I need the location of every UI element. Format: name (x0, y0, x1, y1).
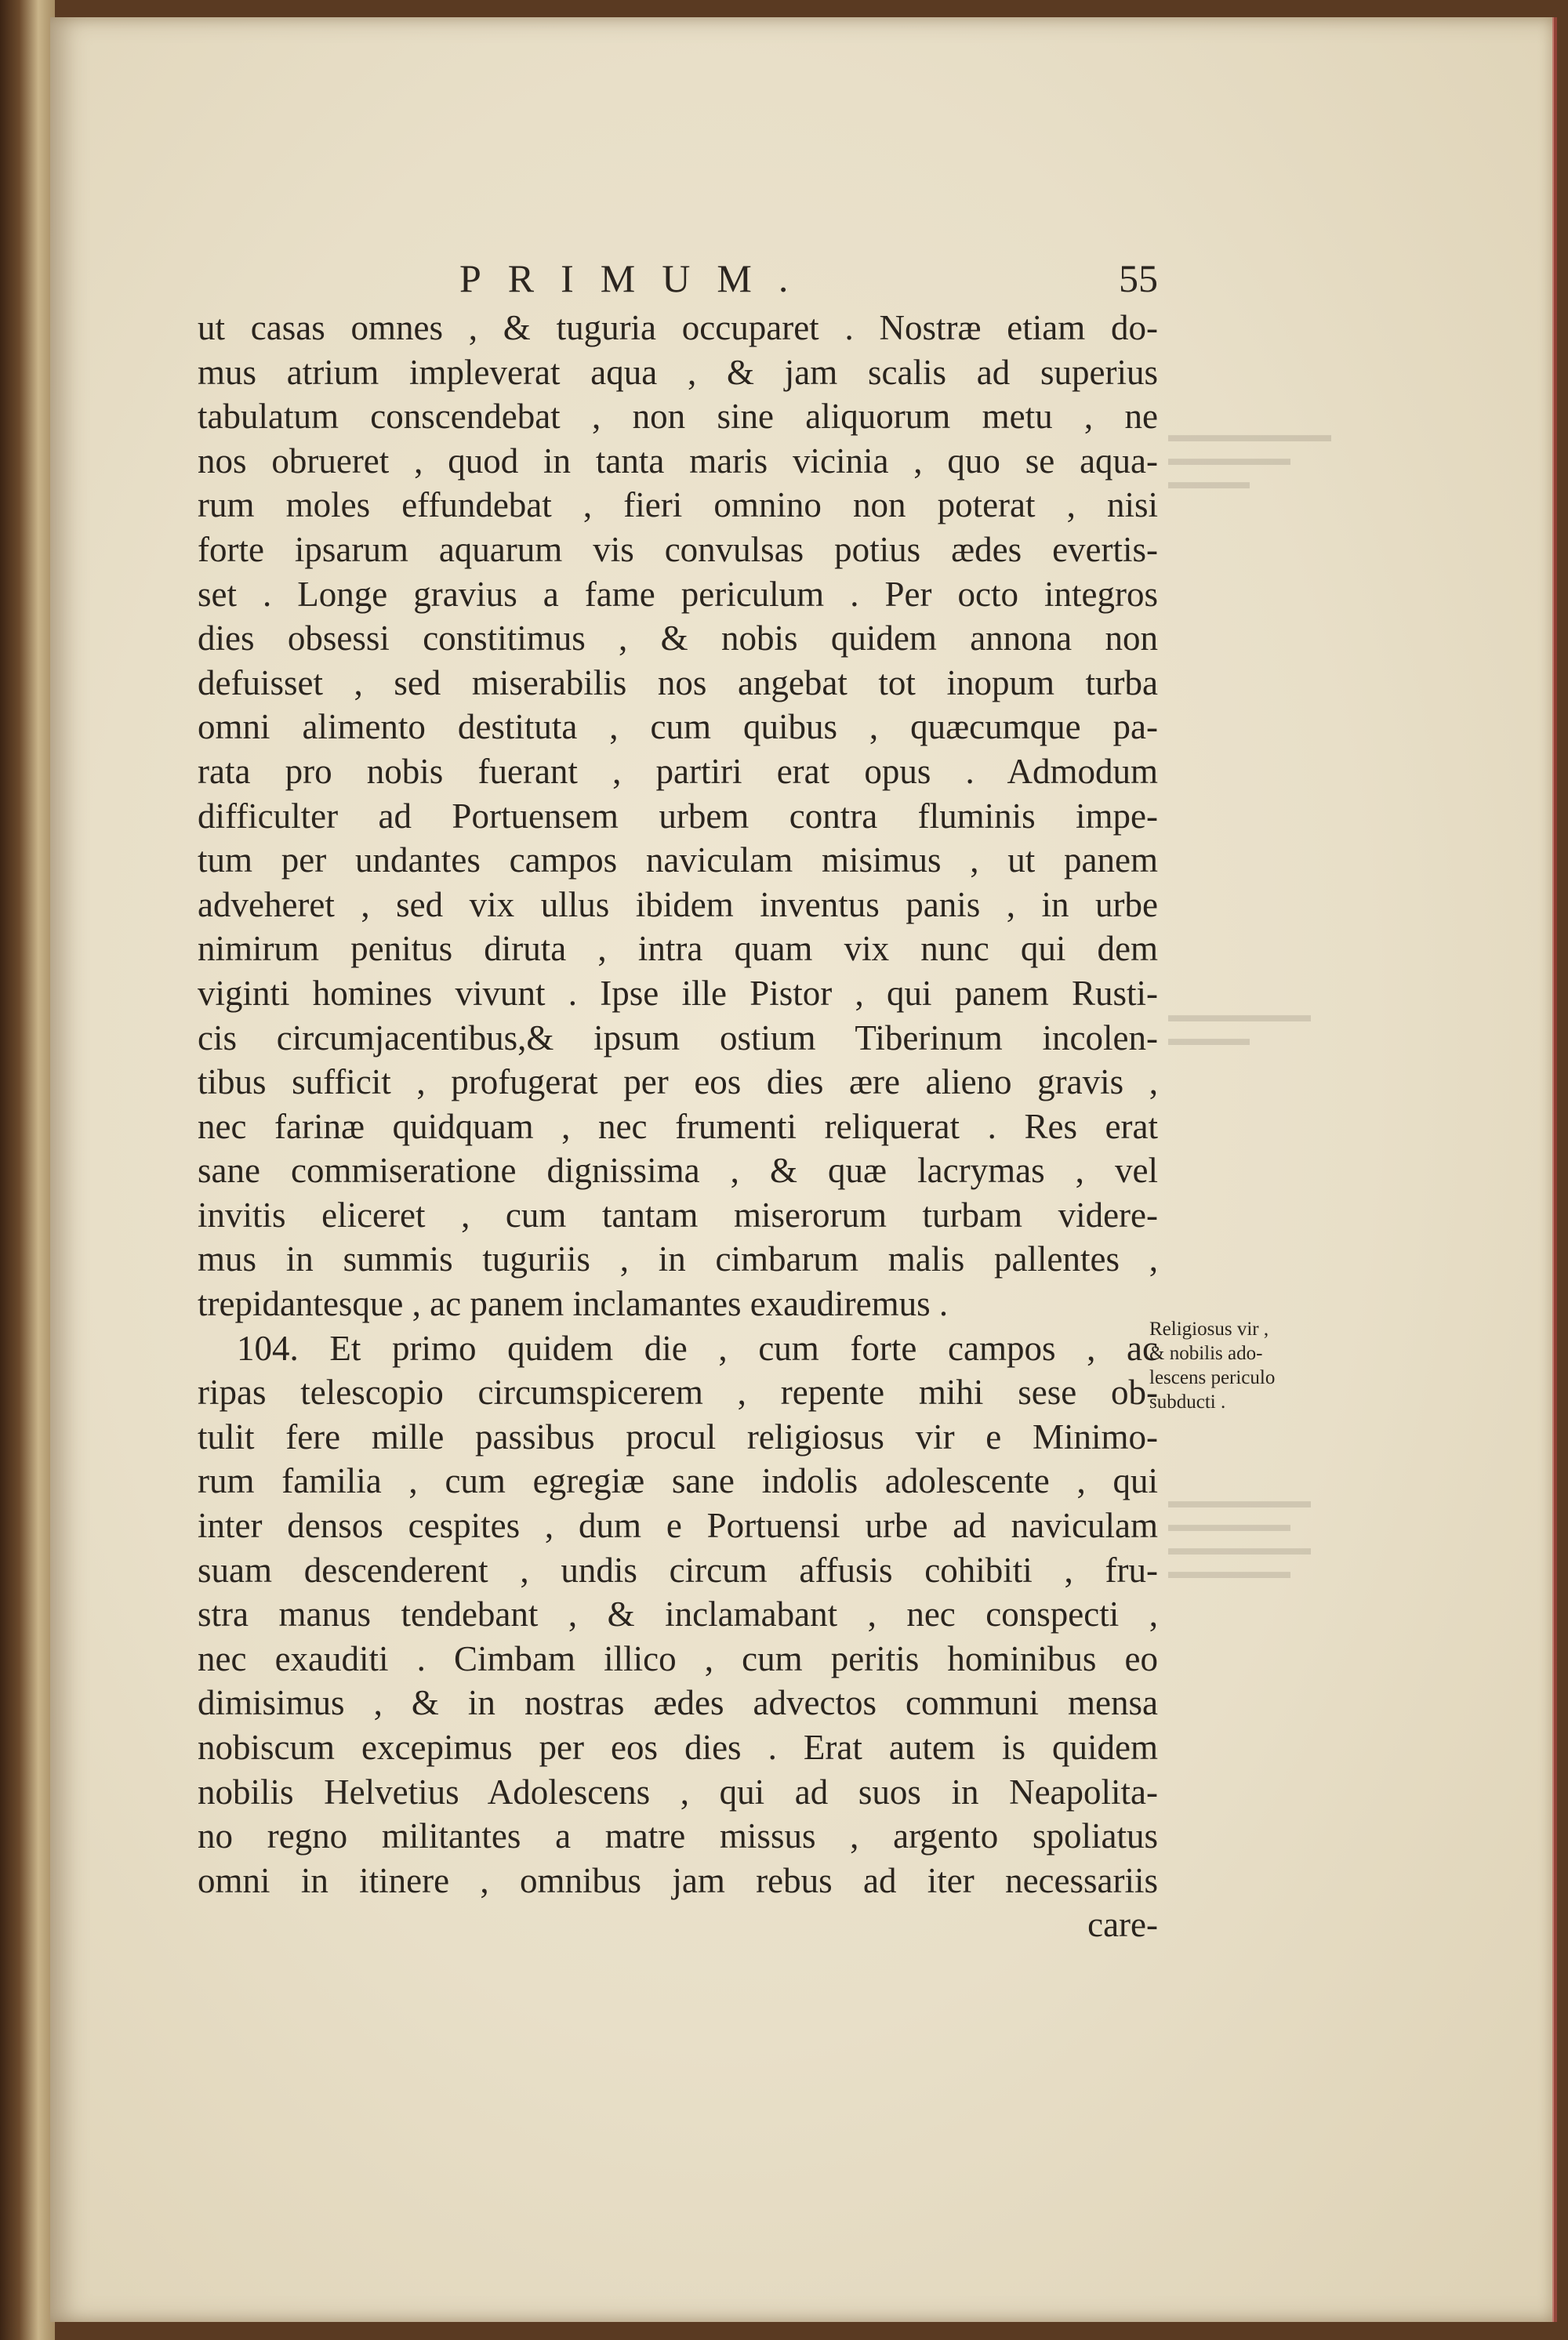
marginal-note-line: subducti . (1149, 1391, 1226, 1413)
show-through-marks-3: ▬▬▬▬▬▬▬ ▬▬▬▬▬▬ ▬▬▬▬▬▬▬ ▬▬▬▬▬▬ (1168, 1489, 1311, 1583)
text-line: rum moles effundebat , fieri omnino non poterat , nisi (198, 485, 1158, 525)
text-line: omni alimento destituta , cum quibus , quæcumque pa- (198, 707, 1158, 747)
red-page-edge (1552, 17, 1557, 2322)
text-line: mus atrium impleverat aqua , & jam scalis ad superius (198, 352, 1158, 392)
text-line: sane commiseratione dignissima , & quæ lacrymas , vel (198, 1151, 1158, 1191)
marginal-note (1149, 1317, 1314, 1414)
text-line: nec exauditi . Cimbam illico , cum peritis hominibus eo (198, 1638, 1158, 1678)
text-line: nos obrueret , quod in tanta maris vicinia , quo se aqua- (198, 441, 1158, 481)
text-line: omni in itinere , omnibus jam rebus ad iter necessariis (198, 1860, 1158, 1900)
text-line: invitis eliceret , cum tantam miserorum turbam videre- (198, 1195, 1158, 1235)
text-line: defuisset , sed miserabilis nos angebat tot inopum turba (198, 662, 1158, 702)
text-line: mus in summis tuguriis , in cimbarum malis pallentes , (198, 1239, 1158, 1279)
text-line: dies obsessi constitimus , & nobis quidem annona non (198, 619, 1158, 658)
text-line: ripas telescopio circumspicerem , repente mihi sese ob- (198, 1373, 1158, 1413)
text-line: rata pro nobis fuerant , partiri erat opus . Admodum (198, 751, 1158, 791)
text-line: ut casas omnes , & tuguria occuparet . Nostræ etiam do- (198, 308, 1158, 347)
text-line: nobilis Helvetius Adolescens , qui ad suos in Neapolita- (198, 1772, 1158, 1812)
text-line: cis circumjacentibus,& ipsum ostium Tiberinum incolen- (198, 1018, 1158, 1058)
page-number: 55 (1119, 256, 1158, 300)
text-line: difficulter ad Portuensem urbem contra fluminis impe- (198, 796, 1158, 836)
text-line: stra manus tendebant , & inclamabant , nec conspecti , (198, 1594, 1158, 1634)
text-line: inter densos cespites , dum e Portuensi urbe ad naviculam (198, 1506, 1158, 1546)
catchword: care- (1087, 1905, 1158, 1945)
text-line: nobiscum excepimus per eos dies . Erat autem is quidem (198, 1728, 1158, 1767)
text-line: forte ipsarum aquarum vis convulsas potius ædes evertis- (198, 529, 1158, 569)
text-line: nec farinæ quidquam , nec frumenti reliquerat . Res erat (198, 1106, 1158, 1146)
text-line: adveheret , sed vix ullus ibidem inventus panis , in urbe (198, 884, 1158, 924)
text-line: dimisimus , & in nostras ædes advectos communi mensa (198, 1683, 1158, 1723)
marginal-note-line: lescens periculo (1149, 1367, 1276, 1388)
show-through-marks: ▬▬▬▬▬▬▬▬ ▬▬▬▬▬▬ ▬▬▬▬ (1168, 423, 1331, 493)
body-text (198, 306, 1158, 1947)
show-through-marks-2: ▬▬▬▬▬▬▬ ▬▬▬▬ (1168, 1003, 1311, 1050)
text-line: suam descenderent , undis circum affusis cohibiti , fru- (198, 1550, 1158, 1590)
running-head (198, 256, 1158, 303)
marginal-note-line: & nobilis ado- (1149, 1343, 1263, 1364)
text-line: tibus sufficit , profugerat per eos dies ære alieno gravis , (198, 1062, 1158, 1102)
marginal-note-line: Religiosus vir , (1149, 1319, 1269, 1340)
paragraph-start-line: 104. Et primo quidem die , cum forte campos , ac (237, 1328, 1158, 1368)
text-line: no regno militantes a matre missus , argento spoliatus (198, 1816, 1158, 1856)
text-line: rum familia , cum egregiæ sane indolis adolescente , qui (198, 1461, 1158, 1501)
running-head-title: PRIMUM. (459, 256, 815, 300)
text-line: tum per undantes campos naviculam misimus , ut panem (198, 840, 1158, 880)
text-line: viginti homines vivunt . Ipse ille Pistor , qui panem Rusti- (198, 973, 1158, 1013)
text-line: set . Longe gravius a fame periculum . Per octo integros (198, 574, 1158, 614)
book-binding (0, 0, 55, 2340)
text-line: tulit fere mille passibus procul religiosus vir e Minimo- (198, 1417, 1158, 1457)
paragraph-end-line: trepidantesque , ac panem inclamantes exaudiremus . (198, 1284, 949, 1324)
text-line: tabulatum conscendebat , non sine aliquorum metu , ne (198, 397, 1158, 437)
text-line: nimirum penitus diruta , intra quam vix nunc qui dem (198, 929, 1158, 969)
